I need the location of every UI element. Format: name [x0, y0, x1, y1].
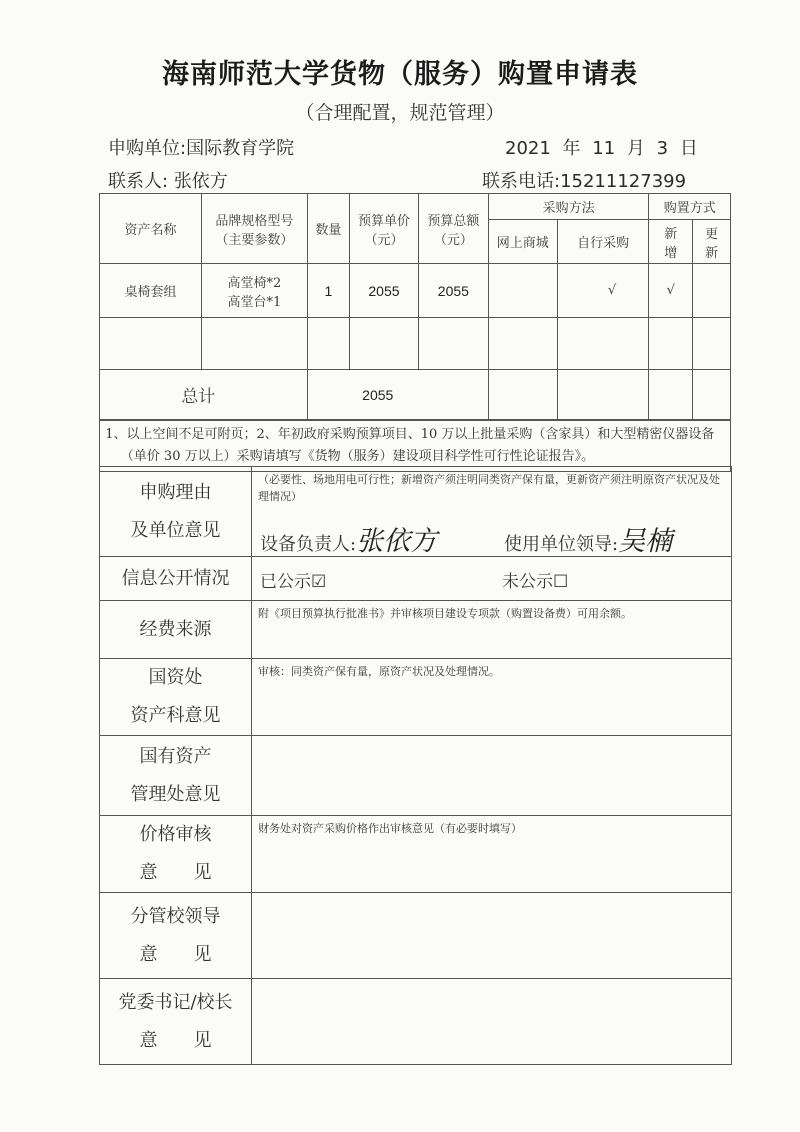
- header-brand-spec: [202, 194, 308, 264]
- party-secretary-row: [100, 979, 732, 1065]
- day-label: 日: [679, 138, 698, 159]
- cell-spec[interactable]: [202, 318, 308, 370]
- unpublished-label: 未公示: [502, 572, 553, 592]
- price-review-note[interactable]: 财务处对资产采购价格作出审核意见（有必要时填写）: [252, 816, 732, 893]
- contact-phone: [482, 167, 686, 193]
- reason-content[interactable]: [252, 467, 732, 557]
- reason-note: （必要性、场地用电可行性；新增资产须注明同类资产保有量，更新资产须注明原资产状况及处理情况）: [258, 473, 720, 503]
- header-online-mall: 网上商城: [488, 220, 557, 264]
- unpublished-checkbox[interactable]: ☐: [553, 572, 569, 592]
- new-top: 新: [664, 226, 678, 242]
- asset-dept-row: [100, 659, 732, 736]
- unit-price-sub: （元）: [364, 232, 404, 248]
- notice-table: [99, 420, 731, 472]
- table-row: [100, 264, 731, 318]
- price-review-label: [100, 816, 252, 893]
- unit-leader-label: 使用单位领导:: [504, 534, 619, 555]
- reason-row: [100, 467, 732, 557]
- cell-renew[interactable]: [693, 264, 731, 318]
- header-quantity: 数量: [307, 194, 349, 264]
- vice-leader-row: [100, 893, 732, 979]
- published-checkbox[interactable]: ☑: [311, 572, 327, 592]
- total-new: [649, 370, 693, 420]
- unit-leader: [504, 519, 672, 558]
- reason-label-2: 及单位意见: [130, 519, 221, 541]
- applicant-unit-value[interactable]: 国际教育学院: [186, 138, 295, 159]
- cell-total-price[interactable]: [418, 318, 488, 370]
- application-date: [505, 134, 698, 160]
- funding-row: [100, 601, 732, 659]
- cell-online-mall[interactable]: [488, 264, 557, 318]
- reason-label-1: 申购理由: [139, 481, 212, 503]
- cell-spec[interactable]: [202, 264, 308, 318]
- unit-leader-signature[interactable]: 吴楠: [618, 526, 673, 557]
- vice-leader-label-2: 意 见: [139, 943, 212, 965]
- disclosure-label: 信息公开情况: [100, 557, 252, 601]
- spec-line-2: 高堂台*1: [227, 294, 282, 310]
- state-asset-row: [100, 736, 732, 816]
- disclosure-row: [100, 557, 732, 601]
- total-renew: [693, 370, 731, 420]
- vice-leader-label: [100, 893, 252, 979]
- total-online-mall: [488, 370, 557, 420]
- brand-spec-sub: （主要参数）: [215, 232, 294, 248]
- applicant-unit: [108, 134, 294, 160]
- total-price-sub: （元）: [433, 232, 473, 248]
- equipment-owner-label: 设备负责人:: [260, 534, 357, 555]
- state-asset-note[interactable]: [252, 736, 732, 816]
- header-unit-price: [350, 194, 419, 264]
- vice-leader-label-1: 分管校领导: [130, 905, 221, 927]
- header-self-purchase: 自行采购: [557, 220, 649, 264]
- renew-bottom: 新: [705, 245, 719, 261]
- spec-line-1: 高堂椅*2: [227, 275, 282, 291]
- cell-new[interactable]: [649, 318, 693, 370]
- total-label: 总计: [100, 370, 308, 420]
- price-review-label-2: 意 见: [139, 862, 212, 883]
- state-asset-label-1: 国有资产: [139, 745, 212, 767]
- header-procurement-method: 采购方法: [488, 194, 649, 220]
- funding-note[interactable]: 附《项目预算执行批准书》并审核项目建设专项款（购置设备费）可用余额。: [252, 601, 732, 659]
- funding-label: 经费来源: [100, 601, 252, 659]
- header-new: [649, 220, 693, 264]
- asset-dept-label-2: 资产科意见: [130, 705, 221, 726]
- cell-new[interactable]: √: [649, 264, 693, 318]
- cell-total-price[interactable]: 2055: [418, 264, 488, 318]
- date-day[interactable]: 3: [656, 138, 669, 159]
- cell-asset-name[interactable]: 桌椅套组: [100, 264, 202, 318]
- state-asset-label: [100, 736, 252, 816]
- header-total-price: [418, 194, 488, 264]
- equipment-owner: [260, 519, 437, 558]
- party-secretary-note[interactable]: [252, 979, 732, 1065]
- cell-online-mall[interactable]: [488, 318, 557, 370]
- date-month[interactable]: 11: [592, 138, 616, 159]
- asset-dept-label-1: 国资处: [148, 667, 203, 688]
- total-self-purchase: [557, 370, 649, 420]
- unpublished-option[interactable]: [502, 567, 568, 592]
- phone-value[interactable]: 15211127399: [560, 171, 687, 192]
- vice-leader-note[interactable]: [252, 893, 732, 979]
- cell-self-purchase[interactable]: [557, 318, 649, 370]
- party-secretary-label-2: 意 见: [139, 1029, 212, 1051]
- price-review-row: [100, 816, 732, 893]
- party-secretary-label-1: 党委书记/校长: [118, 991, 233, 1013]
- date-year[interactable]: 2021: [505, 138, 551, 159]
- new-bottom: 增: [664, 245, 678, 261]
- party-secretary-label: [100, 979, 252, 1065]
- disclosure-options: [252, 557, 732, 601]
- published-label: 已公示: [260, 572, 311, 592]
- approval-table: [99, 466, 732, 1065]
- asset-dept-note[interactable]: 审核：同类资产保有量，原资产状况及处理情况。: [252, 659, 732, 736]
- contact-value[interactable]: 张依方: [173, 171, 228, 192]
- published-option[interactable]: [260, 567, 326, 592]
- table-row: [100, 318, 731, 370]
- contact-person: [108, 167, 228, 193]
- header-renew: [693, 220, 731, 264]
- form-subtitle: （合理配置，规范管理）: [295, 102, 505, 124]
- cell-renew[interactable]: [693, 318, 731, 370]
- year-label: 年: [562, 138, 581, 159]
- renew-top: 更: [705, 226, 719, 242]
- reason-label: [100, 467, 252, 557]
- contact-label: 联系人:: [108, 171, 169, 192]
- header-purchase-type: 购置方式: [649, 194, 731, 220]
- cell-quantity[interactable]: [307, 318, 349, 370]
- brand-spec-label: 品牌规格型号: [215, 213, 294, 229]
- cell-self-purchase[interactable]: √: [557, 264, 649, 318]
- phone-label: 联系电话:: [482, 171, 561, 192]
- form-title: 海南师范大学货物（服务）购置申请表: [162, 59, 638, 90]
- cell-unit-price[interactable]: 2055: [350, 264, 419, 318]
- total-price-label: 预算总额: [427, 213, 480, 229]
- items-table: [99, 193, 731, 420]
- cell-asset-name[interactable]: [100, 318, 202, 370]
- price-review-label-1: 价格审核: [139, 824, 212, 845]
- month-label: 月: [626, 138, 645, 159]
- applicant-unit-label: 申购单位:: [108, 138, 187, 159]
- cell-unit-price[interactable]: [350, 318, 419, 370]
- equipment-owner-signature[interactable]: 张依方: [356, 526, 438, 557]
- notice-text: 1、以上空间不足可附页；2、年初政府采购预算项目、10 万以上批量采购（含家具）和大型精密仪器设备（单价 30 万以上）采购请填写《货物（服务）建设项目科学性可行性论证报告》。: [100, 421, 731, 472]
- asset-dept-label: [100, 659, 252, 736]
- cell-quantity[interactable]: 1: [307, 264, 349, 318]
- total-row: [100, 370, 731, 420]
- state-asset-label-2: 管理处意见: [130, 783, 221, 805]
- header-asset-name: 资产名称: [100, 194, 202, 264]
- total-value[interactable]: 2055: [307, 370, 488, 420]
- unit-price-label: 预算单价: [357, 213, 410, 229]
